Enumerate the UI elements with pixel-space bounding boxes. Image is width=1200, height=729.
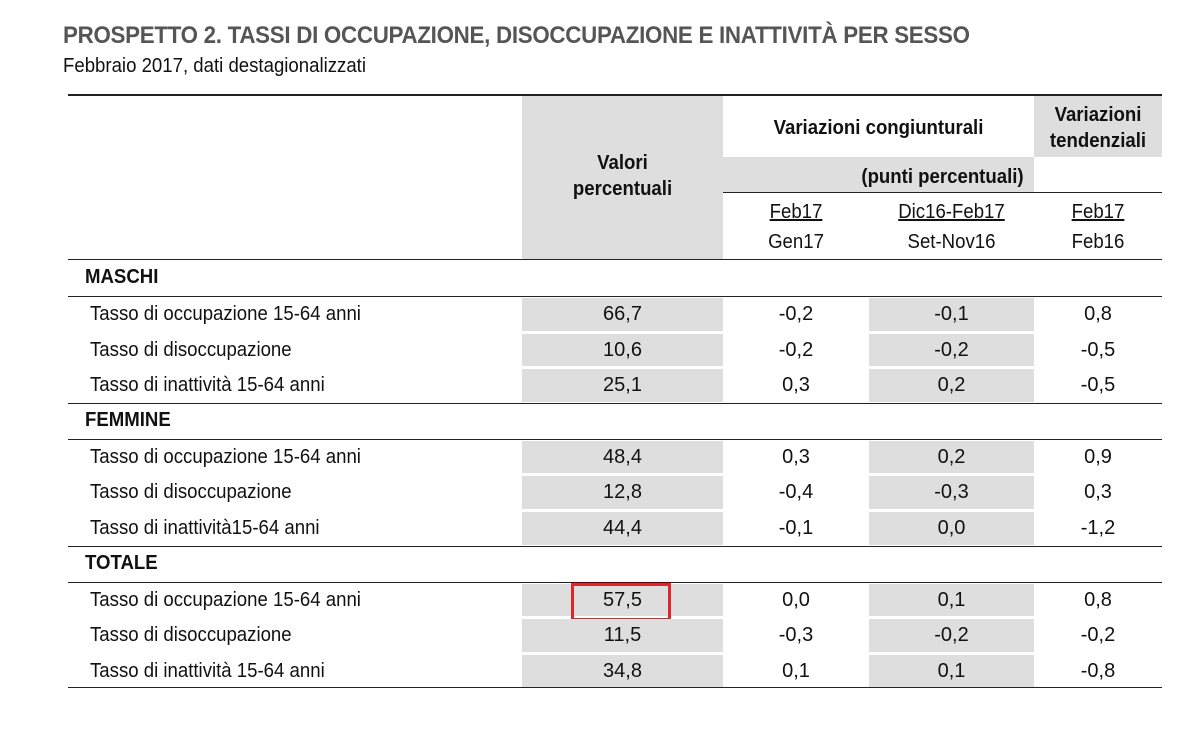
cell-valori: 34,8 [603,659,642,682]
header-sub-rule [723,192,1162,193]
cell-tend: 0,8 [1084,588,1112,611]
page-subtitle: Febbraio 2017, dati destagionalizzati [63,55,366,77]
cell-tend: -0,5 [1080,374,1116,397]
cell-cong2: 0,2 [937,374,966,397]
cell-valori: 10,6 [603,338,642,361]
col1-period-header [728,199,864,255]
page-title: PROSPETTO 2. TASSI DI OCCUPAZIONE, DISOCCUPAZIONE E INATTIVITÀ PER SESSO [63,22,970,49]
cell-cong2: 0,0 [937,517,966,539]
cell-valori: 48,4 [603,445,642,468]
col2-period-bottom: Set-Nov16 [907,231,996,253]
section-title: TOTALE [85,551,158,574]
cell-cong2: -0,2 [934,338,969,361]
cell-cong1: 0,1 [782,659,810,682]
row-label: Tasso di occupazione 15-64 anni [90,445,361,468]
cell-cong1: -0,1 [778,517,814,539]
tendenziali-header [1038,102,1157,154]
row-label: Tasso di disoccupazione [90,338,292,361]
valori-header-line1: Valori [597,152,648,174]
cell-cong2: -0,3 [934,481,969,504]
congiunturali-header: Variazioni congiunturali [773,117,984,139]
cell-valori: 25,1 [603,374,642,397]
data-table [68,94,1162,688]
cell-valori: 12,8 [603,481,642,504]
table-bottom-rule [68,687,1162,688]
cell-tend: 0,8 [1084,303,1112,325]
cell-tend: -0,2 [1080,624,1116,647]
section-title: MASCHI [85,266,159,288]
section-rule [68,296,1162,297]
row-label: Tasso di disoccupazione [90,624,292,647]
col3-period-bottom: Feb16 [1071,231,1125,253]
col2-period-header [875,199,1028,255]
valori-header [529,150,716,202]
cell-valori: 66,7 [603,303,642,325]
col1-period-bottom: Gen17 [768,231,824,253]
cell-cong1: -0,4 [778,481,814,504]
col3-period-top: Feb17 [1071,201,1125,223]
cell-cong1: -0,3 [778,624,814,647]
col3-period-header [1038,199,1157,255]
cell-valori: 57,5 [603,588,642,611]
cell-valori: 44,4 [603,517,642,539]
tendenziali-header-line2: tendenziali [1049,130,1147,152]
col1-period-top: Feb17 [769,201,823,223]
cell-cong1: 0,0 [782,588,810,611]
cell-cong1: 0,3 [782,374,810,397]
cell-cong2: 0,1 [937,588,966,611]
cell-cong2: -0,2 [934,624,969,647]
cell-tend: -1,2 [1080,517,1116,539]
cell-cong2: -0,1 [934,303,969,325]
cell-cong2: 0,1 [937,659,966,682]
cell-cong1: -0,2 [778,303,814,325]
cell-tend: -0,5 [1080,338,1116,361]
tendenziali-header-line1: Variazioni [1054,104,1142,126]
punti-header: (punti percentuali) [861,166,1024,188]
cell-cong1: -0,2 [778,338,814,361]
header-bottom-rule [68,259,1162,260]
section-end-rule [68,403,1162,404]
col2-period-top: Dic16-Feb17 [898,201,1005,223]
section-rule [68,439,1162,440]
row-label: Tasso di inattività 15-64 anni [90,374,325,397]
row-label: Tasso di occupazione 15-64 anni [90,303,361,325]
row-label: Tasso di disoccupazione [90,481,292,504]
cell-cong1: 0,3 [782,445,810,468]
section-title: FEMMINE [85,408,171,431]
row-label: Tasso di inattività 15-64 anni [90,659,325,682]
row-label: Tasso di occupazione 15-64 anni [90,588,361,611]
table-top-rule [68,94,1162,96]
row-label: Tasso di inattività15-64 anni [90,517,320,539]
cell-tend: 0,9 [1084,445,1112,468]
highlight-box [571,583,671,621]
cell-cong2: 0,2 [937,445,966,468]
cell-valori: 11,5 [603,624,642,647]
cell-tend: 0,3 [1084,481,1112,504]
section-end-rule [68,546,1162,547]
cell-tend: -0,8 [1080,659,1116,682]
valori-header-line2: percentuali [572,178,673,200]
